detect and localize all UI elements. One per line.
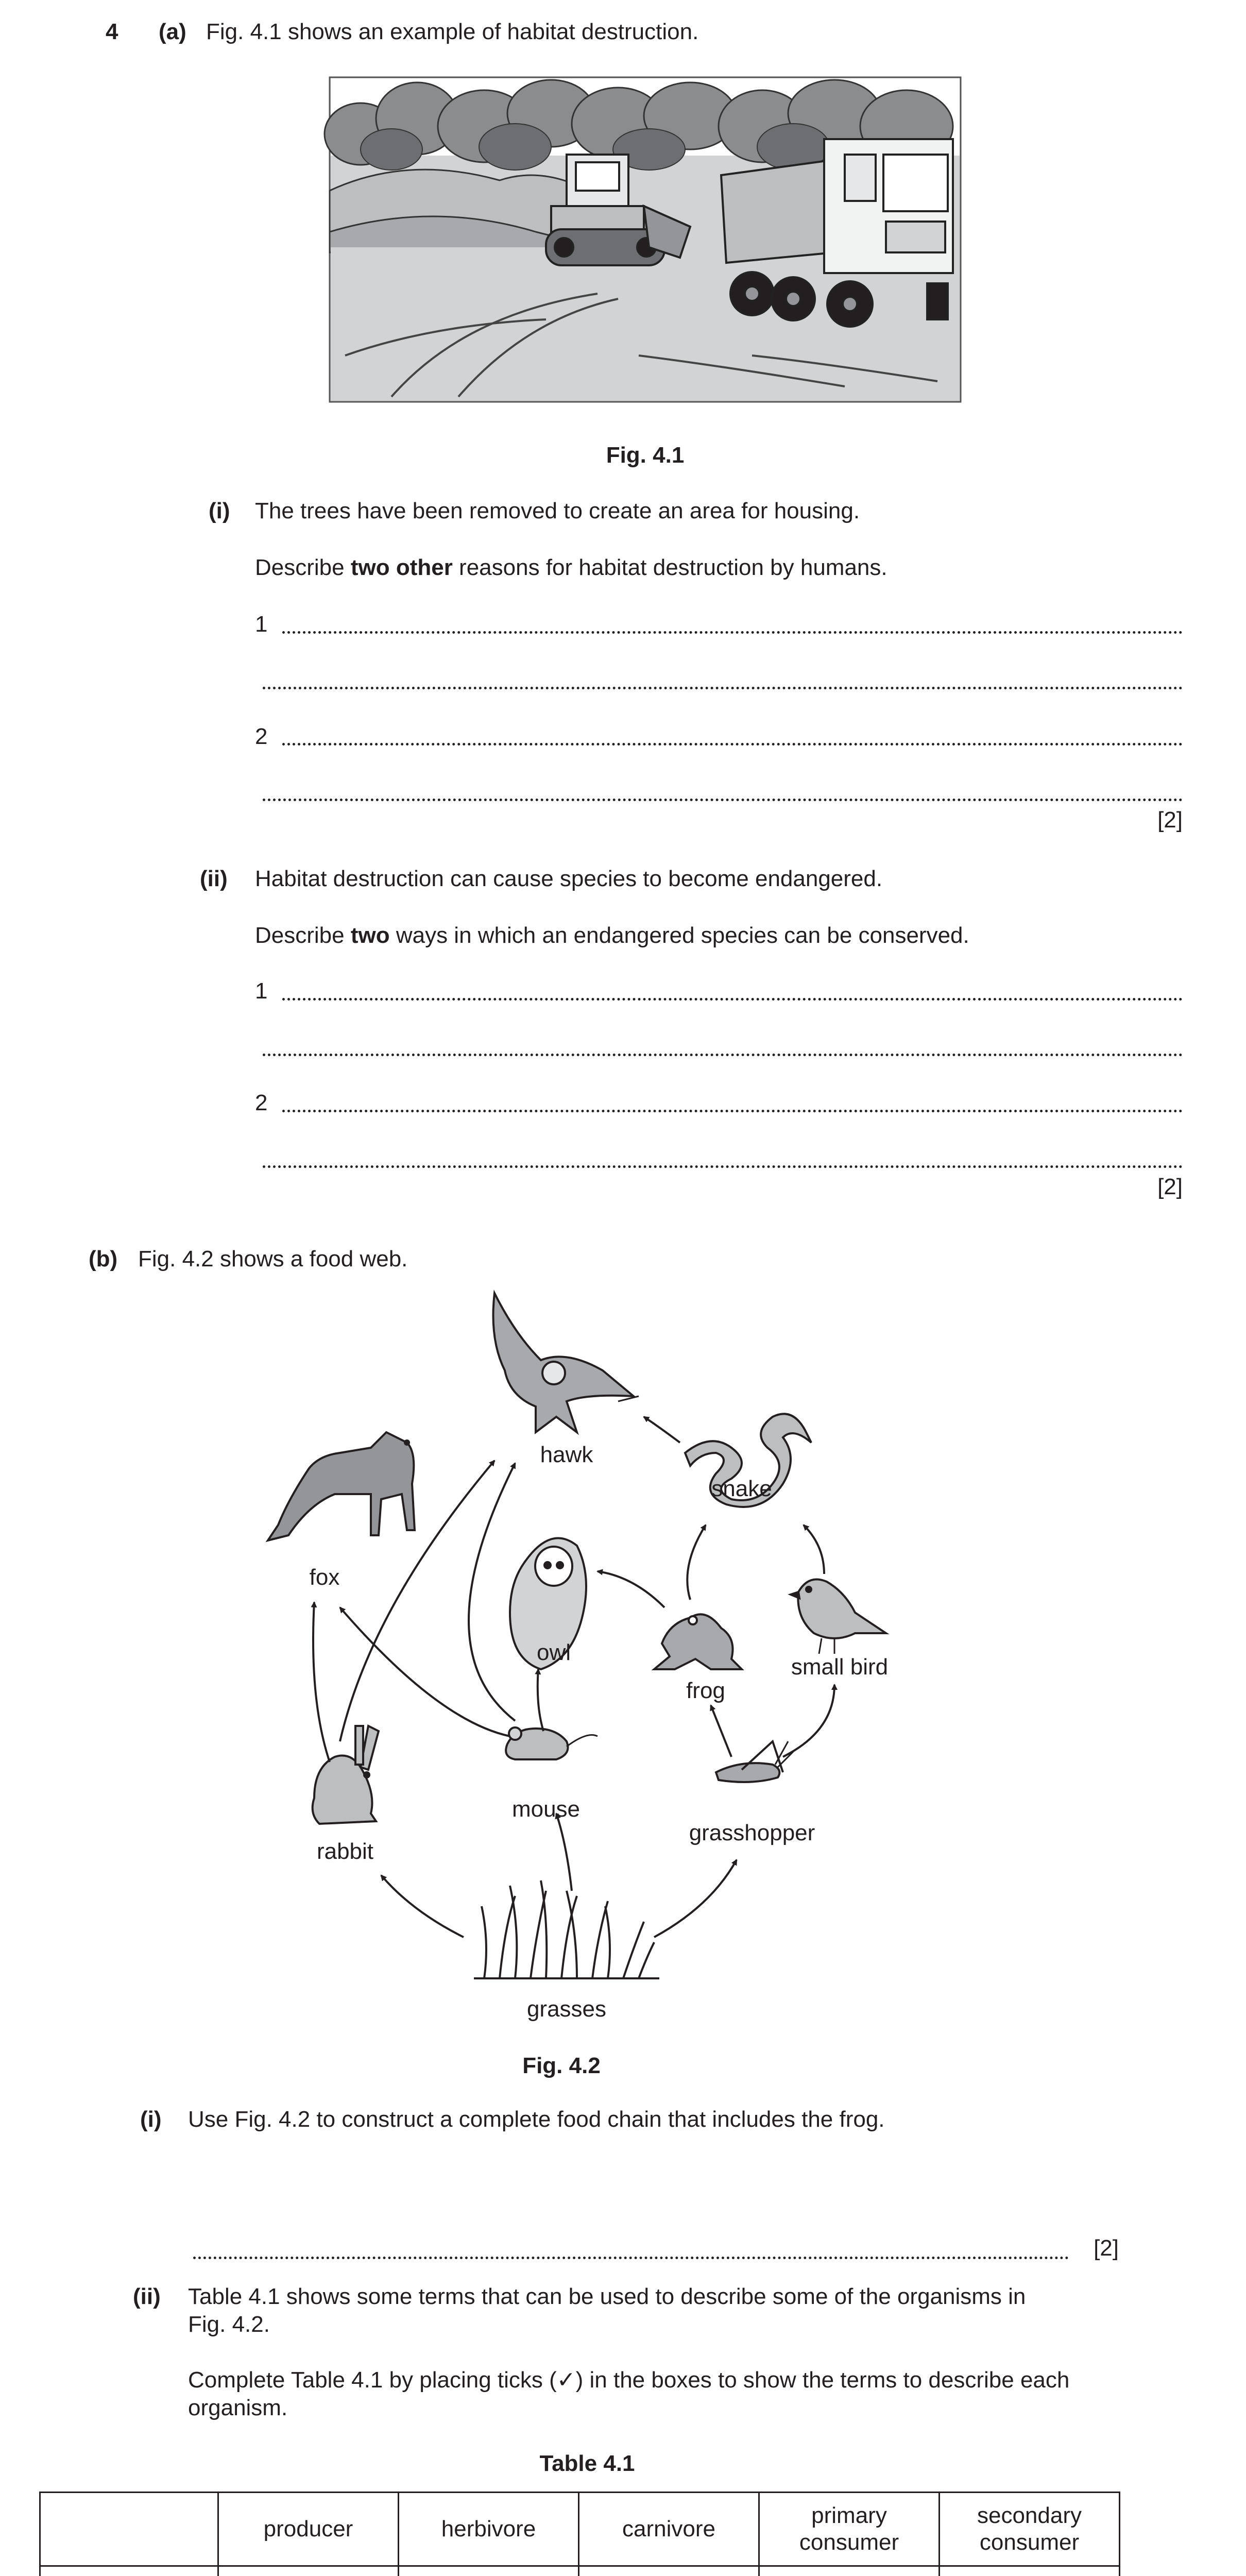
label-rabbit: rabbit — [316, 1839, 374, 1864]
grasses-illustration — [474, 1880, 659, 1978]
part-b-i-label: (i) — [140, 2107, 162, 2132]
arrow-grasses-grasshopper — [654, 1860, 737, 1937]
arrow-mouse-owl — [538, 1669, 543, 1731]
label-hawk: hawk — [540, 1442, 593, 1467]
label-snake: snake — [711, 1476, 772, 1501]
label-owl: owl — [536, 1640, 571, 1665]
part-b-ii-instruction-line1: Complete Table 4.1 by placing ticks (✓) in the boxes to show the terms to describe each — [188, 2367, 1070, 2393]
tick-box[interactable] — [218, 2566, 399, 2576]
arrow-frog-snake — [687, 1525, 706, 1600]
arrow-rabbit-fox — [313, 1602, 330, 1762]
part-b-label: (b) — [89, 1246, 118, 1272]
answer-number-2: 2 — [255, 1090, 274, 1116]
arrow-grasshopper-frog — [711, 1705, 731, 1757]
marks-a-ii: [2] — [1157, 1174, 1183, 1199]
part-b-intro: Fig. 4.2 shows a food web. — [138, 1246, 408, 1272]
column-header-herbivore: herbivore — [399, 2493, 579, 2566]
answer-line-a-i-2[interactable] — [282, 743, 1183, 745]
part-a-label: (a) — [159, 19, 186, 44]
arrow-grasses-rabbit — [381, 1875, 464, 1937]
row-label-small-bird — [40, 2566, 218, 2576]
column-header-producer: producer — [218, 2493, 399, 2566]
part-a-i-prompt: Describe two other reasons for habitat destruction by humans. — [255, 555, 887, 580]
frog-illustration — [654, 1614, 742, 1669]
arrow-mouse-hawk — [469, 1463, 515, 1721]
label-mouse: mouse — [511, 1797, 581, 1822]
table-header-row — [40, 2493, 1120, 2566]
arrow-grasshopper-small-bird — [783, 1685, 834, 1757]
food-web-diagram — [0, 1278, 1246, 2025]
part-b-i-prompt: Use Fig. 4.2 to construct a complete food chain that includes the frog. — [188, 2107, 885, 2132]
column-header-carnivore: carnivore — [579, 2493, 759, 2566]
answer-line-a-i-2b[interactable] — [263, 799, 1183, 801]
label-grasses: grasses — [526, 1996, 607, 2022]
label-small-bird: small bird — [791, 1654, 889, 1680]
answer-line-a-ii-2b[interactable] — [263, 1165, 1183, 1168]
tick-box[interactable] — [940, 2566, 1120, 2576]
arrow-small-bird-snake — [804, 1525, 824, 1574]
part-a-i-statement: The trees have been removed to create an area for housing. — [255, 498, 860, 523]
habitat-destruction-illustration — [330, 77, 961, 402]
part-b-ii-prompt-line2: Fig. 4.2. — [188, 2312, 270, 2337]
question-number: 4 — [106, 19, 118, 44]
rabbit-illustration — [313, 1726, 379, 1824]
part-a-ii-label: (ii) — [200, 866, 228, 891]
hawk-illustration — [493, 1293, 639, 1432]
answer-line-a-ii-1[interactable] — [282, 998, 1183, 1001]
fox-illustration — [268, 1432, 415, 1540]
part-a-ii-statement: Habitat destruction can cause species to become endangered. — [255, 866, 883, 891]
label-fox: fox — [309, 1565, 340, 1590]
part-b-ii-label: (ii) — [133, 2284, 161, 2309]
answer-line-a-ii-1b[interactable] — [263, 1054, 1183, 1056]
answer-number-1: 1 — [255, 978, 274, 1005]
answer-number-1: 1 — [255, 611, 274, 638]
marks-b-i: [2] — [1094, 2235, 1119, 2261]
arrow-grasses-mouse — [556, 1814, 572, 1891]
tick-box[interactable] — [579, 2566, 759, 2576]
label-grasshopper: grasshopper — [689, 1820, 815, 1845]
label-frog: frog — [686, 1678, 725, 1703]
table-4-1 — [39, 2492, 1120, 2576]
mouse-illustration — [506, 1727, 598, 1759]
table-4-1-title: Table 4.1 — [539, 2451, 635, 2476]
part-b-ii-prompt-line1: Table 4.1 shows some terms that can be used to describe some of the organisms in — [188, 2284, 1026, 2309]
part-a-i-label: (i) — [209, 498, 230, 523]
part-a-ii-prompt: Describe two ways in which an endangered species can be conserved. — [255, 923, 969, 948]
table-row — [40, 2566, 1120, 2576]
part-a-intro: Fig. 4.1 shows an example of habitat destruction. — [206, 19, 699, 44]
answer-number-2: 2 — [255, 723, 274, 750]
fig-4-1-caption: Fig. 4.1 — [606, 443, 685, 468]
fig-4-2-caption: Fig. 4.2 — [522, 2053, 601, 2078]
arrow-frog-owl — [598, 1571, 664, 1607]
answer-line-b-i[interactable] — [193, 2257, 1069, 2259]
part-b-ii-instruction-line2: organism. — [188, 2395, 288, 2420]
small-bird-illustration — [791, 1580, 886, 1654]
tick-box[interactable] — [399, 2566, 579, 2576]
marks-a-i: [2] — [1157, 807, 1183, 833]
column-header-secondary-consumer: secondary consumer — [940, 2493, 1120, 2566]
arrow-mouse-fox — [340, 1607, 510, 1736]
table-corner-cell — [40, 2493, 218, 2566]
answer-line-a-ii-2[interactable] — [282, 1110, 1183, 1112]
arrow-snake-hawk — [644, 1417, 680, 1443]
answer-line-a-i-1b[interactable] — [263, 687, 1183, 689]
column-header-primary-consumer: primary consumer — [759, 2493, 940, 2566]
tick-box[interactable] — [759, 2566, 940, 2576]
answer-line-a-i-1[interactable] — [282, 631, 1183, 634]
arrow-rabbit-hawk — [340, 1461, 494, 1741]
